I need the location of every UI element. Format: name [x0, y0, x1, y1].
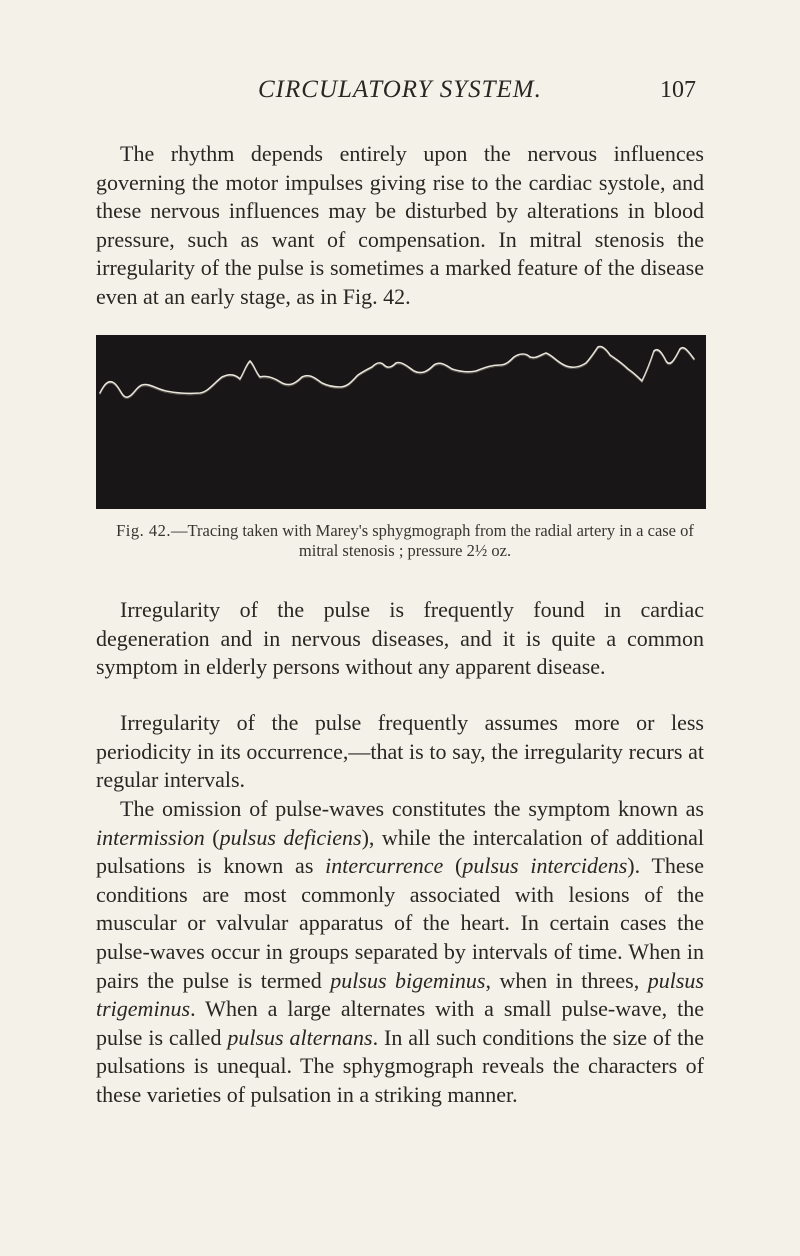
page-number: 107 — [660, 77, 696, 103]
figure-caption — [110, 521, 700, 561]
paragraph-rhythm: The rhythm depends entirely upon the nervous influences governing the motor impulses giving rise to the cardiac systole, and these nervous influences may be disturbed by alterations in blood pressure, such as want of compensation. In mitral stenosis the irregularity of the pulse is sometimes a marked feature of the disease even at an early stage, as in Fig. 42. — [96, 141, 704, 309]
text-run: ). These conditions are most commonly associated with lesions of the muscular or valvular apparatus of the heart. In certain cases the pulse-waves occur in groups separated by intervals of time. When in pairs the pulse is termed — [96, 853, 704, 993]
term-pulsus-alternans: pulsus alternans — [227, 1024, 373, 1050]
text-run: ( — [204, 824, 220, 850]
text-run: , when in threes, — [485, 967, 648, 993]
term-intermission: intermission — [96, 824, 205, 850]
figure-caption-text: —Tracing taken with Marey's sphygmograph from the radial artery in a case of mitral stenosis ; pressure 2½ oz. — [171, 521, 694, 560]
term-intercurrence: intercurrence — [325, 853, 444, 879]
text-run: ( — [443, 853, 463, 879]
text-run: . When a large alternates with a small pulse-wave, the pulse is called — [96, 996, 704, 1050]
term-pulsus-bigeminus: pulsus bigeminus — [330, 967, 486, 993]
pulse-trace-line — [100, 346, 694, 397]
paragraph-irregularity: Irregularity of the pulse is frequently found in cardiac degeneration and in nervous diseases, and it is quite a common symptom in elderly persons without any apparent disease. — [96, 597, 704, 680]
running-title: CIRCULATORY SYSTEM. — [258, 76, 542, 103]
text-run: ), while the intercalation of additional pulsations is known as — [96, 824, 704, 879]
page-header — [0, 76, 800, 110]
paragraph-periodicity: Irregularity of the pulse frequently assumes more or less periodicity in its occurrence,—that is to say, the irregularity recurs at regular intervals. — [96, 710, 704, 793]
text-run: The omission of pulse-waves constitutes the symptom known as — [120, 796, 704, 821]
text-run: . In all such conditions the size of the pulsations is unequal. The sphygmograph reveals the characters of these varieties of pulsation in a striking manner. — [96, 1024, 704, 1107]
sphygmograph-tracing-figure — [96, 335, 706, 509]
term-pulsus-deficiens: pulsus deficiens — [219, 824, 362, 850]
paragraph-pulse-varieties — [96, 795, 704, 1110]
pulse-tracing-image — [96, 335, 706, 509]
term-pulsus-trigeminus: pulsus trigeminus — [96, 967, 704, 1022]
figure-label: Fig. 42. — [116, 521, 171, 540]
term-pulsus-intercidens: pulsus intercidens — [462, 853, 628, 879]
pulse-trace-shadow — [100, 348, 694, 399]
